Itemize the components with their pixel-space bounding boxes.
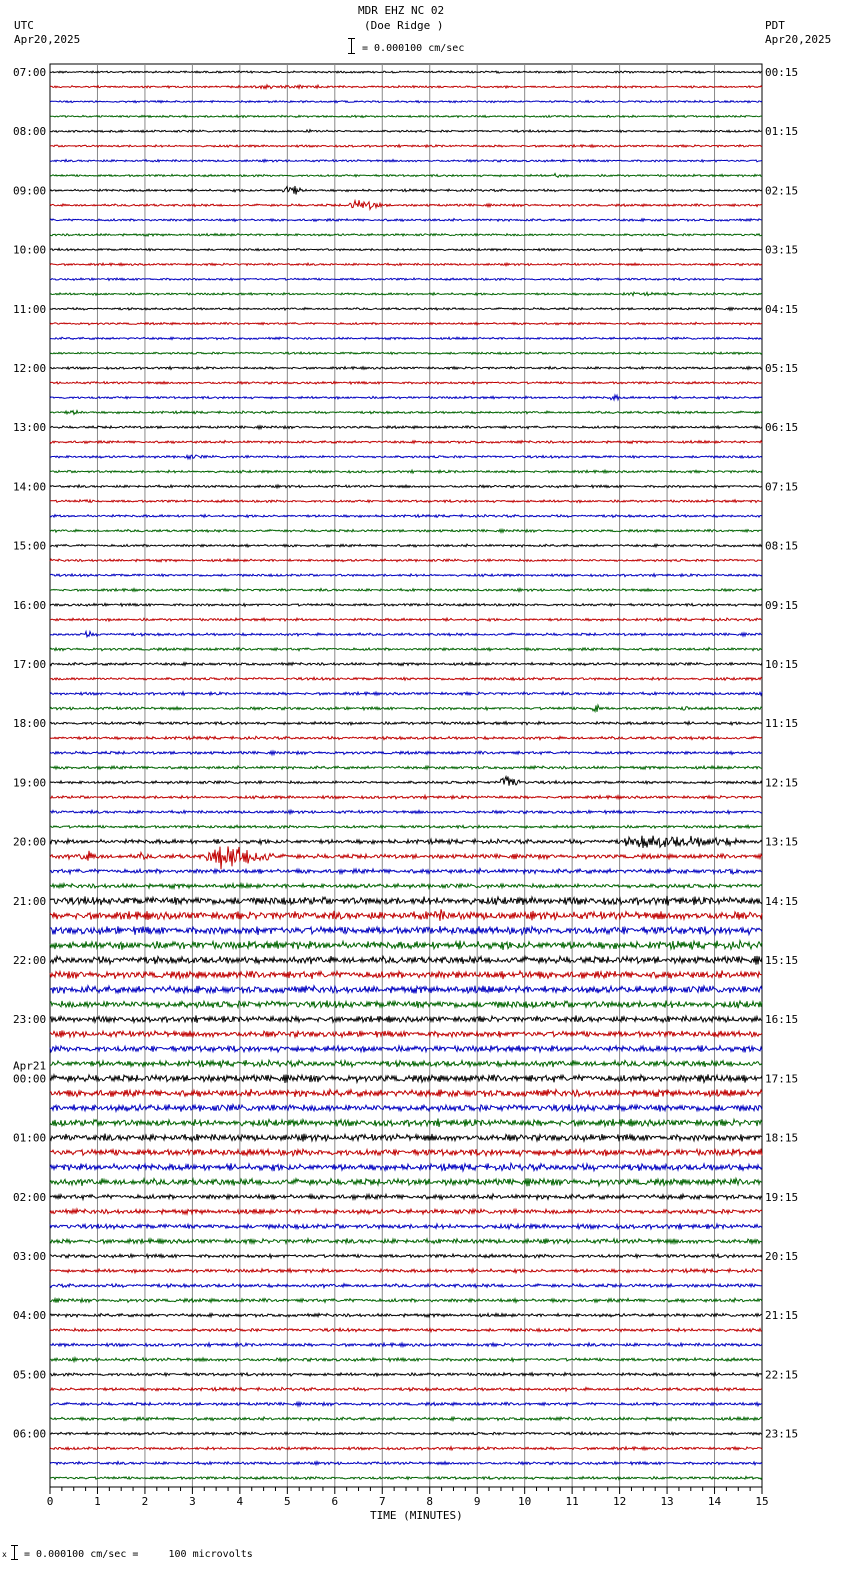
seismic-trace [50, 1089, 762, 1097]
left-time-label: 15:00 [13, 539, 47, 553]
right-time-label: 18:15 [765, 1131, 799, 1145]
right-time-label: 15:15 [765, 954, 799, 967]
seismic-trace [50, 956, 762, 965]
right-time-label: 09:15 [765, 598, 799, 612]
seismic-trace [50, 71, 762, 73]
seismic-trace [50, 986, 762, 994]
seismic-trace [50, 186, 762, 195]
seismic-trace [50, 200, 762, 209]
seismic-trace [50, 722, 762, 725]
seismic-trace [50, 500, 762, 503]
seismic-trace [50, 1284, 762, 1288]
x-tick-label: 11 [565, 1495, 579, 1508]
seismic-trace [50, 426, 762, 429]
plot-frame [50, 64, 762, 1487]
seismic-trace [50, 1343, 762, 1347]
right-time-label: 02:15 [765, 184, 799, 198]
left-time-label: 12:00 [13, 362, 47, 375]
seismic-trace [50, 1447, 762, 1450]
seismic-trace [50, 1163, 762, 1171]
x-tick-label: 7 [378, 1495, 386, 1508]
seismic-trace [50, 574, 762, 577]
seismic-trace [50, 1209, 762, 1214]
seismic-trace [50, 160, 762, 163]
seismic-trace [50, 618, 762, 621]
seismic-trace [50, 559, 762, 562]
right-time-label: 06:15 [765, 421, 799, 435]
left-time-label: 00:00 [13, 1072, 47, 1086]
left-timezone: UTC [14, 19, 34, 32]
right-time-label: 22:15 [765, 1368, 799, 1382]
left-time-label: 01:00 [13, 1131, 47, 1145]
x-tick-label: 8 [426, 1495, 434, 1508]
right-time-label: 19:15 [765, 1190, 799, 1204]
left-time-label: 05:00 [13, 1368, 47, 1382]
x-tick-label: 9 [473, 1495, 481, 1508]
seismic-trace [50, 529, 762, 532]
station-subtitle: (Doe Ridge ) [364, 19, 444, 32]
left-time-label: 21:00 [13, 894, 47, 908]
seismic-trace [50, 810, 762, 813]
seismic-trace [50, 896, 762, 906]
right-time-label: 10:15 [765, 658, 799, 671]
seismic-trace [50, 1417, 762, 1420]
seismic-trace [50, 941, 762, 950]
seismic-trace [50, 795, 762, 799]
right-time-label: 01:15 [765, 125, 799, 139]
right-time-label: 03:15 [765, 243, 799, 257]
seismic-trace [50, 926, 762, 935]
left-time-label: 03:00 [13, 1250, 47, 1263]
right-timezone: PDT [765, 19, 785, 32]
right-time-label: 11:15 [765, 717, 799, 731]
seismic-trace [50, 971, 762, 980]
seismic-trace [50, 825, 762, 828]
seismic-trace [50, 1074, 762, 1083]
x-tick-label: 12 [612, 1495, 627, 1508]
seismic-trace [50, 234, 762, 236]
right-date: Apr20,2025 [765, 33, 832, 46]
left-time-label: 11:00 [13, 302, 47, 316]
seismic-trace [50, 455, 762, 459]
x-tick-label: 3 [189, 1495, 196, 1508]
seismic-trace [50, 836, 762, 848]
right-time-label: 08:15 [765, 539, 799, 553]
left-date-label: Apr21 [13, 1059, 47, 1073]
seismic-trace [50, 751, 762, 755]
scale-bar-bottom [348, 53, 355, 54]
left-time-label: 04:00 [13, 1309, 47, 1323]
seismic-trace [50, 515, 762, 518]
seismic-trace [50, 1432, 762, 1435]
seismic-trace [50, 1387, 762, 1391]
right-time-label: 00:15 [765, 66, 799, 79]
x-tick-label: 4 [236, 1495, 244, 1508]
left-time-label: 02:00 [13, 1190, 47, 1204]
x-tick-label: 13 [660, 1495, 674, 1508]
x-tick-label: 2 [141, 1495, 149, 1508]
right-time-label: 21:15 [765, 1309, 799, 1323]
scale-bar-top [348, 38, 355, 39]
seismic-trace [50, 1104, 762, 1111]
left-time-label: 13:00 [13, 421, 47, 435]
seismic-trace [50, 777, 762, 786]
seismic-trace [50, 846, 762, 869]
seismic-trace [50, 736, 762, 739]
seismic-trace [50, 1402, 762, 1406]
seismic-trace [50, 869, 762, 874]
right-time-label: 16:15 [765, 1013, 799, 1027]
left-time-label: 16:00 [13, 598, 47, 612]
seismic-trace [50, 130, 762, 133]
seismic-trace [50, 766, 762, 769]
left-time-label: 19:00 [13, 776, 47, 790]
seismic-trace [50, 85, 762, 89]
seismic-trace [50, 411, 762, 415]
seismic-trace [50, 648, 762, 651]
x-axis-label: TIME (MINUTES) [370, 1509, 463, 1522]
seismic-trace [50, 884, 762, 889]
seismic-trace [50, 145, 762, 148]
seismic-trace [50, 278, 762, 280]
left-date: Apr20,2025 [14, 33, 81, 46]
seismic-trace [50, 1178, 762, 1186]
seismic-trace [50, 1373, 762, 1377]
seismic-trace [50, 589, 762, 592]
left-time-label: 23:00 [13, 1013, 47, 1027]
seismic-trace [50, 1462, 762, 1465]
seismic-trace [50, 352, 762, 354]
left-time-label: 20:00 [13, 835, 47, 849]
seismic-trace [50, 632, 762, 637]
seismic-trace [50, 1269, 762, 1273]
seismic-trace [50, 337, 762, 339]
seismic-trace [50, 1001, 762, 1009]
left-time-label: 07:00 [13, 66, 47, 79]
footer-scale-bar-bottom [11, 1559, 18, 1560]
seismic-trace [50, 1030, 762, 1037]
seismic-trace [50, 382, 762, 385]
seismic-trace [50, 1194, 762, 1200]
footer-marker: x [2, 1550, 7, 1559]
seismic-trace [50, 544, 762, 547]
seismic-trace [50, 308, 762, 311]
left-time-label: 10:00 [13, 243, 47, 257]
x-tick-label: 6 [331, 1495, 339, 1508]
seismic-trace [50, 292, 762, 295]
seismic-trace [50, 367, 762, 370]
footer-scale-note: = 0.000100 cm/sec = 100 microvolts [24, 1549, 253, 1560]
seismic-trace [50, 395, 762, 400]
left-time-label: 22:00 [13, 954, 47, 967]
left-time-label: 17:00 [13, 658, 47, 671]
right-time-label: 07:15 [765, 480, 799, 494]
seismic-trace [50, 1016, 762, 1023]
seismic-trace [50, 1238, 762, 1244]
seismic-trace [50, 115, 762, 117]
seismic-trace [50, 663, 762, 666]
x-tick-label: 10 [518, 1495, 532, 1508]
seismic-trace [50, 248, 762, 251]
scale-text: = 0.000100 cm/sec [362, 43, 465, 54]
footer-scale-bar-top [11, 1545, 18, 1546]
seismic-trace [50, 263, 762, 266]
seismic-trace [50, 705, 762, 712]
seismic-trace [50, 174, 762, 178]
seismic-trace [50, 1119, 762, 1127]
left-time-label: 14:00 [13, 480, 47, 494]
right-time-label: 17:15 [765, 1072, 799, 1086]
seismic-trace [50, 219, 762, 222]
seismic-trace [50, 1477, 762, 1480]
seismic-trace [50, 485, 762, 488]
x-tick-label: 1 [94, 1495, 101, 1508]
seismic-trace [50, 1358, 762, 1362]
right-time-label: 14:15 [765, 894, 799, 908]
right-time-label: 05:15 [765, 362, 799, 375]
seismic-trace [50, 1298, 762, 1302]
seismic-trace [50, 677, 762, 680]
seismic-trace [50, 441, 762, 444]
seismic-trace [50, 1134, 762, 1142]
x-tick-label: 5 [284, 1495, 291, 1508]
scale-bar-icon [351, 38, 352, 54]
left-time-label: 09:00 [13, 184, 47, 198]
seismic-trace [50, 1254, 762, 1258]
seismic-trace [50, 1313, 762, 1317]
seismic-trace [50, 1060, 762, 1067]
footer-scale-bar-icon [14, 1545, 15, 1560]
seismic-trace [50, 1149, 762, 1157]
right-time-label: 13:15 [765, 835, 799, 849]
station-title: MDR EHZ NC 02 [358, 4, 445, 17]
seismic-trace [50, 1224, 762, 1230]
seismic-trace [50, 470, 762, 473]
seismic-trace [50, 909, 762, 921]
right-time-label: 23:15 [765, 1427, 799, 1441]
right-time-label: 04:15 [765, 302, 799, 316]
seismic-trace [50, 1045, 762, 1052]
seismic-trace [50, 692, 762, 695]
left-time-label: 08:00 [13, 125, 47, 139]
x-tick-label: 0 [46, 1495, 54, 1508]
x-tick-label: 15 [755, 1495, 769, 1508]
x-tick-label: 14 [707, 1495, 722, 1508]
right-time-label: 12:15 [765, 776, 799, 790]
seismic-trace [50, 1328, 762, 1331]
seismic-trace [50, 322, 762, 325]
left-time-label: 06:00 [13, 1427, 47, 1441]
seismic-trace [50, 101, 762, 103]
left-time-label: 18:00 [13, 717, 47, 731]
seismic-trace [50, 603, 762, 606]
right-time-label: 20:15 [765, 1250, 799, 1263]
